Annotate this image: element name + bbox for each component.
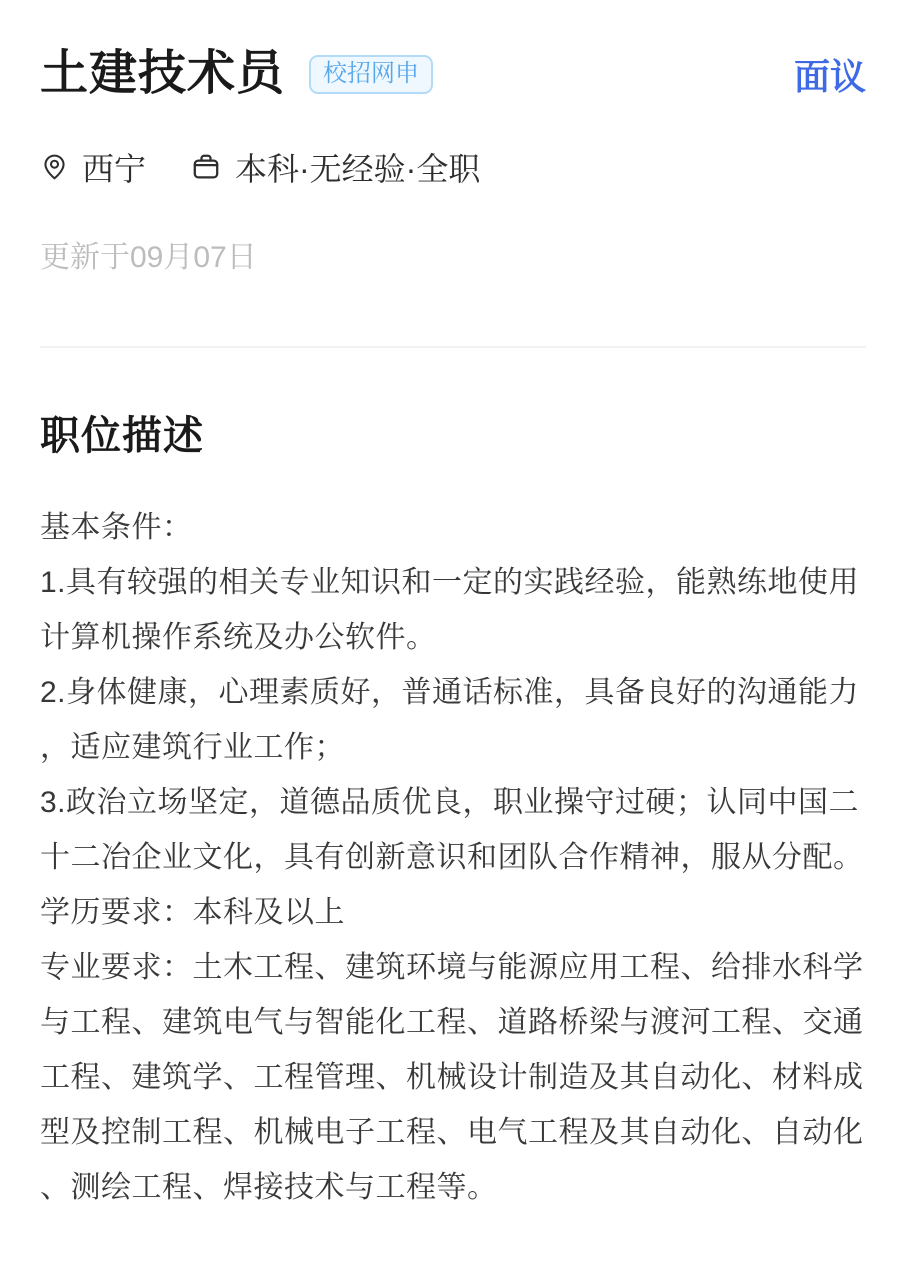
title-row xyxy=(40,46,866,102)
description-paragraph: 1.具有较强的相关专业知识和一定的实践经验，能熟练地使用计算机操作系统及办公软件。 xyxy=(40,566,860,654)
job-meta-row xyxy=(40,144,866,190)
description-body xyxy=(40,500,866,1215)
updated-date: 更新于09月07日 xyxy=(40,241,257,274)
description-paragraph: 专业要求：土木工程、建筑环境与能源应用工程、给排水科学与工程、建筑电气与智能化工程、道路桥梁与渡河工程、交通工程、建筑学、工程管理、机械设计制造及其自动化、材料成型及控制工程、机械电子工程、电气工程及其自动化、自动化、测绘工程、焊接技术与工程等。 xyxy=(40,951,864,1204)
section-title: 职位描述 xyxy=(40,414,204,458)
section-divider xyxy=(40,346,866,348)
requirements-meta xyxy=(190,144,480,190)
job-description-section xyxy=(40,408,866,1215)
location-meta xyxy=(40,144,146,190)
description-paragraph: 学历要求：本科及以上 xyxy=(40,896,345,929)
briefcase-icon xyxy=(190,151,222,183)
salary-text: 面议 xyxy=(793,55,866,97)
job-title: 土建技术员 xyxy=(40,47,286,100)
description-paragraph: 3.政治立场坚定，道德品质优良，职业操守过硬；认同中国二十二冶企业文化，具有创新意识和团队合作精神，服从分配。 xyxy=(40,786,864,874)
job-location: 西宁 xyxy=(82,151,147,187)
description-paragraph: 基本条件： xyxy=(40,511,193,544)
location-pin-icon xyxy=(40,151,69,183)
description-paragraph: 2.身体健康，心理素质好，普通话标准，具备良好的沟通能力，适应建筑行业工作； xyxy=(40,676,860,764)
campus-recruit-badge: 校招网申 xyxy=(309,55,433,94)
job-header xyxy=(40,46,866,276)
job-requirements: 本科·无经验·全职 xyxy=(235,151,481,187)
